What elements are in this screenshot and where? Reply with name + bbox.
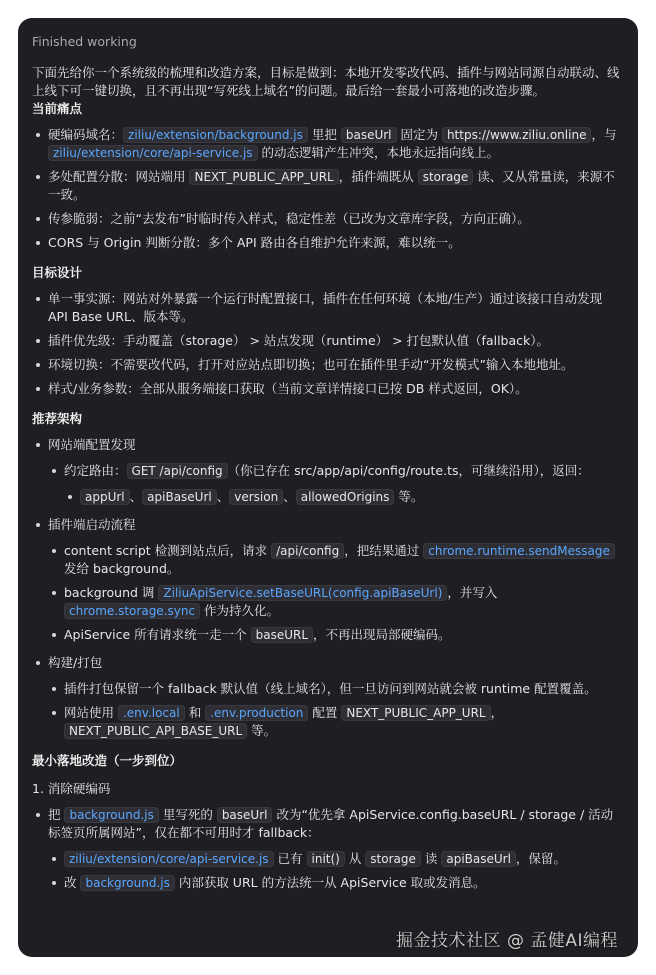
- list-item: [48, 436, 624, 506]
- step-heading: 1. 消除硬编码: [32, 781, 111, 796]
- text: ，不再出现局部硬编码。: [313, 627, 451, 642]
- text: 网站端配置发现: [48, 437, 136, 452]
- section-heading-arch: 推荐架构: [32, 411, 83, 426]
- list-item: [64, 462, 624, 506]
- list-item: [64, 874, 624, 892]
- text: ，保留。: [515, 851, 566, 866]
- file-link[interactable]: ziliu/extension/background.js: [123, 127, 308, 143]
- text: background 调: [64, 585, 159, 600]
- inline-code: allowedOrigins: [296, 489, 395, 505]
- intro-paragraph: 下面先给你一个系统级的梳理和改造方案，目标是做到：本地开发零改代码、插件与网站同源自动联动、线上线下可一键切换，且不再出现“写死线上域名”的问题。最后给一套最小可落地的改造步骤。: [32, 65, 620, 98]
- text: 约定路由：: [64, 463, 127, 478]
- watermark: 掘金技术社区 @ 孟健AI编程: [396, 931, 618, 951]
- text: 固定为: [396, 127, 442, 142]
- list-item: 插件优先级：手动覆盖（storage） > 站点发现（runtime） > 打包默认值（fallback）。: [48, 332, 624, 350]
- list-item: [80, 488, 624, 506]
- text: 作为持久化。: [200, 603, 280, 618]
- text: ，插件端既从: [338, 169, 418, 184]
- file-link[interactable]: ziliu/extension/core/api-service.js: [64, 851, 274, 867]
- text: ，: [490, 705, 504, 720]
- section-heading-pain: 当前痛点: [32, 101, 83, 116]
- inline-code: baseUrl: [341, 127, 397, 143]
- code-link[interactable]: chrome.runtime.sendMessage: [423, 543, 615, 559]
- text: ，并写入: [447, 585, 498, 600]
- list-item: [48, 516, 624, 644]
- section-heading-goal: 目标设计: [32, 265, 83, 280]
- inline-code: storage: [365, 851, 421, 867]
- list-item: 样式/业务参数：全部从服务端接口获取（当前文章详情接口已按 DB 样式返回，OK）。: [48, 380, 624, 398]
- text: 的动态逻辑产生冲突，本地永远指向线上。: [257, 145, 500, 160]
- file-link[interactable]: ziliu/extension/core/api-service.js: [48, 145, 258, 161]
- inline-code: NEXT_PUBLIC_API_BASE_URL: [64, 723, 247, 739]
- text: 里把: [307, 127, 341, 142]
- text: 里写死的: [158, 807, 217, 822]
- text: 从: [344, 851, 366, 866]
- text: ，与: [591, 127, 617, 142]
- file-link[interactable]: background.js: [80, 875, 174, 891]
- text: 发给 background。: [64, 561, 180, 576]
- list-item: [64, 626, 624, 644]
- inline-code: apiBaseUrl: [441, 851, 516, 867]
- text: 插件端启动流程: [48, 517, 136, 532]
- code-link[interactable]: chrome.storage.sync: [64, 603, 200, 619]
- inline-code: https://www.ziliu.online: [442, 127, 592, 143]
- inline-code: version: [229, 489, 283, 505]
- text: 和: [184, 705, 206, 720]
- text: 内部获取 URL 的方法统一从 ApiService 取或发消息。: [174, 875, 486, 890]
- inline-code: storage: [418, 169, 474, 185]
- text: 把: [48, 807, 65, 822]
- list-item: 传参脆弱：之前“去发布”时临时传入样式，稳定性差（已改为文章库字段，方向正确）。: [48, 210, 624, 228]
- list-item: 单一事实源：网站对外暴露一个运行时配置接口，插件在任何环境（本地/生产）通过该接口自动发现 API Base URL、版本等。: [48, 290, 624, 326]
- text: 改: [64, 875, 81, 890]
- text: （你已存在 src/app/api/config/route.ts，可继续沿用），返回：: [227, 463, 590, 478]
- text: ，把结果通过: [344, 543, 424, 558]
- list-item: [48, 806, 624, 892]
- section-heading-minimal: 最小落地改造（一步到位）: [32, 753, 183, 768]
- inline-code: /api/config: [271, 543, 344, 559]
- text: content script 检测到站点后，请求: [64, 543, 272, 558]
- list-item: [48, 654, 624, 740]
- chat-message-panel: [18, 18, 638, 957]
- list-item: 环境切换：不需要改代码，打开对应站点即切换；也可在插件里手动“开发模式”输入本地地址。: [48, 356, 624, 374]
- status-label: Finished working: [32, 34, 137, 49]
- text: ApiService 所有请求统一走一个: [64, 627, 251, 642]
- list-item: [48, 168, 624, 204]
- inline-code: NEXT_PUBLIC_APP_URL: [341, 705, 490, 721]
- inline-code: apiBaseUrl: [142, 489, 217, 505]
- inline-code: baseURL: [251, 627, 313, 643]
- inline-code: NEXT_PUBLIC_APP_URL: [189, 169, 338, 185]
- text: 改为“优先拿 ApiService.config.baseURL / storage / 活动标签页所属网站”，仅在都不可用时才 fallback：: [48, 807, 614, 840]
- list-item: [64, 542, 624, 578]
- list-item: 插件打包保留一个 fallback 默认值（线上域名），但一旦访问到网站就会被 runtime 配置覆盖。: [64, 680, 624, 698]
- list-item: CORS 与 Origin 判断分散：多个 API 路由各自维护允许来源，难以统一。: [48, 234, 624, 252]
- code-link[interactable]: ZiliuApiService.setBaseURL(config.apiBaseUrl): [158, 585, 447, 601]
- text: 多处配置分散：网站端用: [48, 169, 190, 184]
- list-item: [64, 850, 624, 868]
- inline-code: appUrl: [80, 489, 130, 505]
- inline-code: GET /api/config: [127, 463, 228, 479]
- inline-code: init(): [307, 851, 345, 867]
- text: 、: [129, 489, 143, 504]
- file-link[interactable]: .env.production: [205, 705, 308, 721]
- inline-code: baseUrl: [217, 807, 273, 823]
- file-link[interactable]: .env.local: [118, 705, 185, 721]
- list-item: [64, 584, 624, 620]
- text: 读、又从常量读，来源不一致。: [48, 169, 615, 202]
- text: 配置: [308, 705, 342, 720]
- text: 构建/打包: [48, 655, 103, 670]
- text: 网站使用: [64, 705, 118, 720]
- text: 、: [283, 489, 296, 504]
- file-link[interactable]: background.js: [64, 807, 158, 823]
- text: 、: [216, 489, 230, 504]
- list-item: [64, 704, 624, 740]
- text: 读: [420, 851, 442, 866]
- text: 等。: [247, 723, 277, 738]
- text: 已有: [273, 851, 307, 866]
- text: 硬编码域名：: [48, 127, 124, 142]
- text: 等。: [394, 489, 424, 504]
- list-item: [48, 126, 624, 162]
